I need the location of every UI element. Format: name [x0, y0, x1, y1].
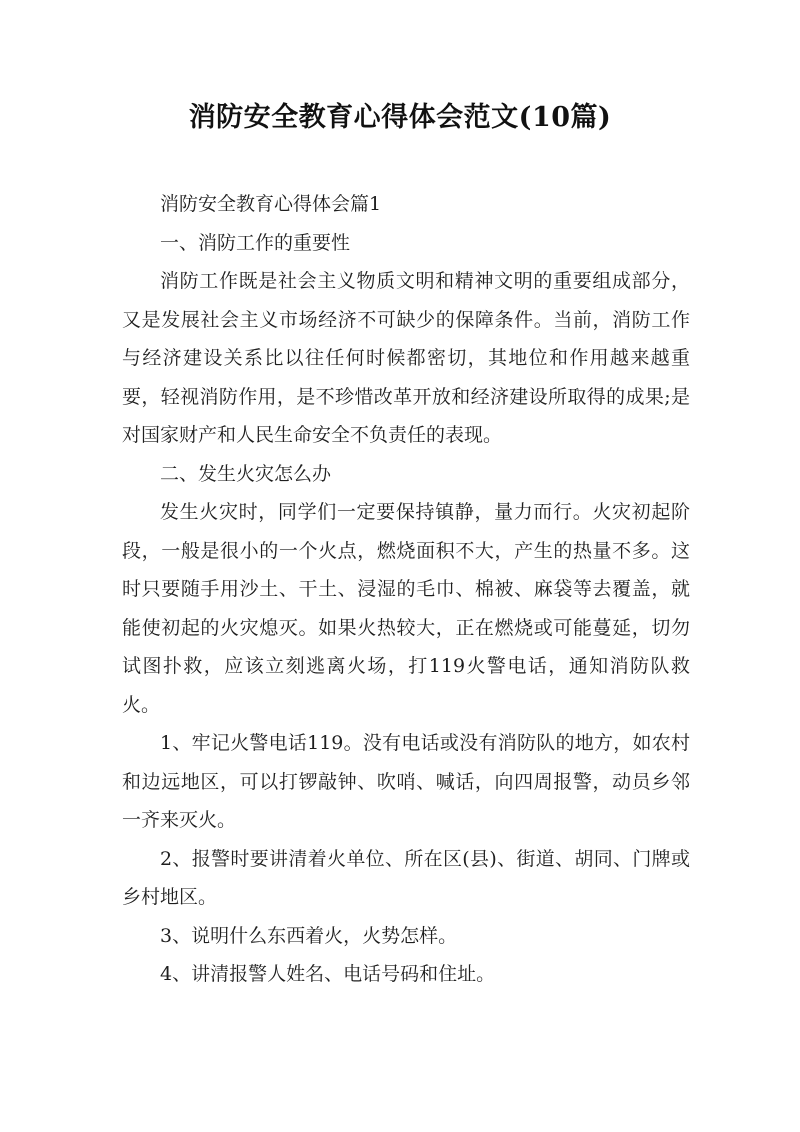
list-item-2: 2、报警时要讲清着火单位、所在区(县)、街道、胡同、门牌或乡村地区。: [122, 847, 690, 908]
paragraph-fire-response: 发生火灾时，同学们一定要保持镇静，量力而行。火灾初起阶段，一般是很小的一个火点，燃烧面积不大，产生的热量不多。这时只要随手用沙土、干土、浸湿的毛巾、棉被、麻袋等去覆盖，就能使初起的火灾熄灭。如果火热较大，正在燃烧或可能蔓延，切勿试图扑救，应该立刻逃离火场，打119火警电话，通知消防队救火。: [122, 501, 690, 716]
list-item-1: 1、牢记火警电话119。没有电话或没有消防队的地方，如农村和边远地区，可以打锣敲钟、吹哨、喊话，向四周报警，动员乡邻一齐来灭火。: [122, 732, 690, 831]
section-heading-importance: 一、消防工作的重要性: [160, 231, 351, 254]
list-item-4: 4、讲清报警人姓名、电话号码和住址。: [160, 963, 496, 985]
section-heading-fire-response: 二、发生火灾怎么办: [160, 462, 332, 485]
document-body: [122, 185, 690, 994]
paragraph-importance: 消防工作既是社会主义物质文明和精神文明的重要组成部分，又是发展社会主义市场经济不可缺少的保障条件。当前，消防工作与经济建设关系比以往任何时候都密切，其地位和作用越来越重要，轻视消防作用，是不珍惜改革开放和经济建设所取得的成果;是对国家财产和人民生命安全不负责任的表现。: [122, 270, 690, 446]
document-title: 消防安全教育心得体会范文(10篇): [188, 102, 612, 133]
section-heading-article: 消防安全教育心得体会篇1: [160, 193, 382, 215]
list-item-3: 3、说明什么东西着火，火势怎样。: [160, 924, 458, 947]
